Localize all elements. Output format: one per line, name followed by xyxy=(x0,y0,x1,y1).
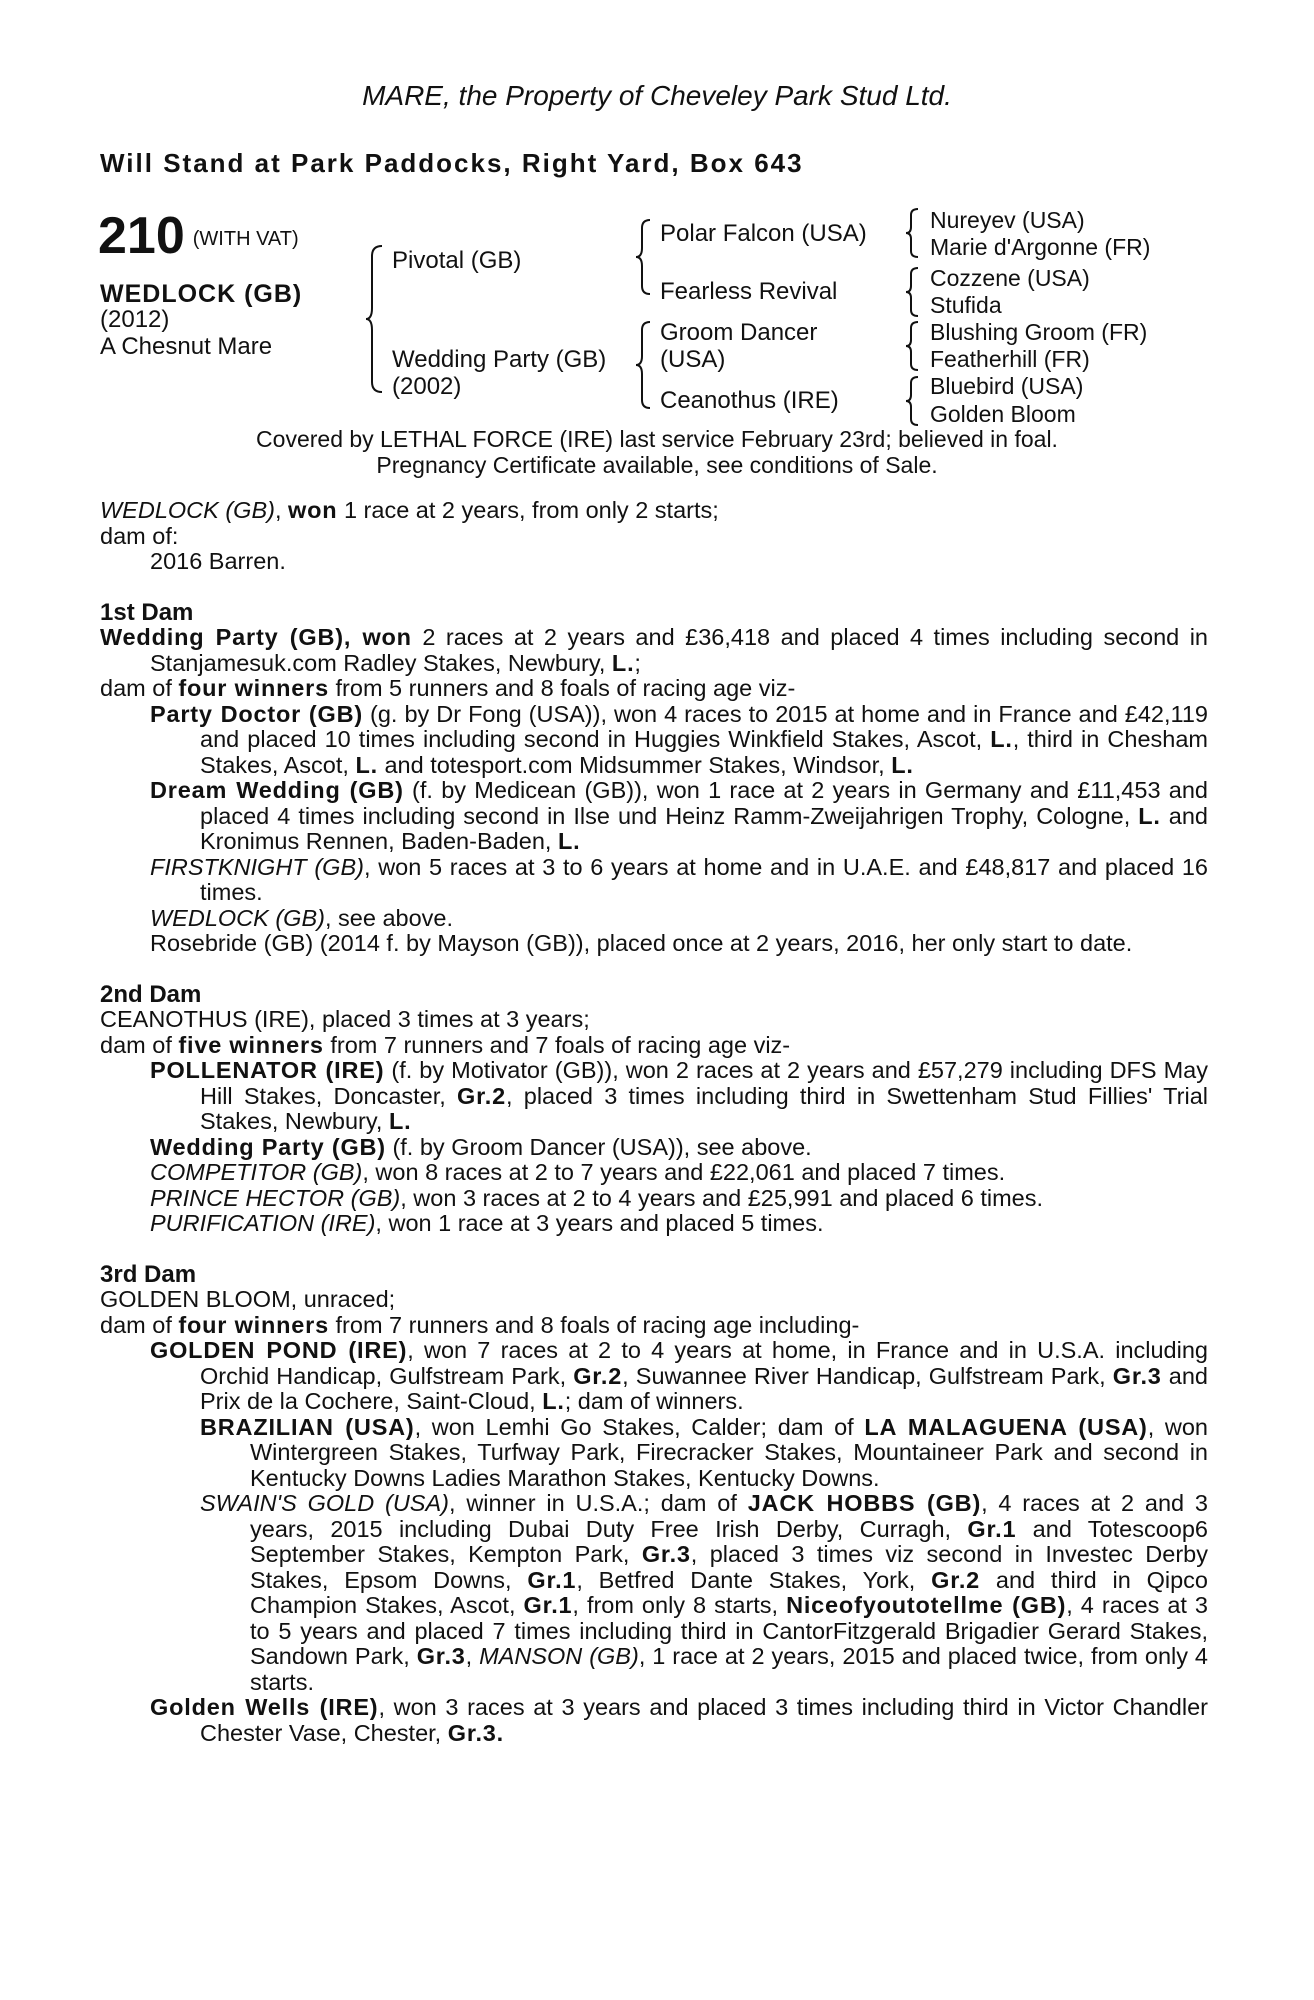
dam-line2: (2002) xyxy=(392,373,462,400)
entry-text: ; dam of winners. xyxy=(564,1388,744,1414)
intro-damof: dam of: xyxy=(100,522,179,549)
sire: Pivotal (GB) xyxy=(392,247,522,274)
dam1-entry-3 xyxy=(100,855,1208,906)
entry-text: (f. by Groom Dancer (USA)), see above. xyxy=(385,1133,812,1160)
sire-dam-brace xyxy=(366,244,386,394)
lot-number xyxy=(98,208,299,267)
entry-text: and Totescoop6 September Stakes, Kempton Park, xyxy=(250,1515,1208,1567)
dam1-heading: 1st Dam xyxy=(100,598,194,626)
ds-brace xyxy=(906,320,922,372)
entry-name: WEDLOCK (GB) xyxy=(150,904,325,931)
entry-text: , Betfred Dante Stakes, York, xyxy=(576,1566,932,1593)
listed-tag: L. xyxy=(388,1108,412,1134)
intro-produce: 2016 Barren. xyxy=(150,548,286,574)
dam2-damof xyxy=(100,1033,1208,1059)
entry-text: (f. by Medicean (GB)), won 1 race at 2 years in Germany and £11,453 and placed 4 times including second in Ilse und Heinz Ramm-Zweijahrigen Trophy, Cologne, xyxy=(200,777,1208,829)
dam1-entry-2 xyxy=(100,778,1208,855)
group-tag: Gr.3 xyxy=(1112,1362,1162,1389)
dam-sire-line2: (USA) xyxy=(660,346,726,373)
covered-note xyxy=(0,426,1314,478)
listed-tag: L. xyxy=(990,726,1013,752)
intro-name: WEDLOCK (GB) xyxy=(100,497,275,523)
dam-parents-brace xyxy=(636,320,654,410)
group-tag: Gr.2 xyxy=(573,1362,623,1389)
damof-c: from 7 runners and 8 foals of racing age including- xyxy=(329,1311,860,1338)
group-tag: Gr.1 xyxy=(527,1566,577,1593)
stand-location: Will Stand at Park Paddocks, Right Yard, Box 643 xyxy=(100,148,804,178)
entry-text: (g. by Dr Fong (USA)), won 4 races to 2015 at home and in France and £42,119 and placed 10 times including second in Huggies Winkfield Stakes, Ascot, xyxy=(200,700,1208,752)
dam-sire-line1: Groom Dancer xyxy=(660,319,818,346)
entry-text: and third in Qipco Champion Stakes, Ascot, xyxy=(250,1566,1208,1618)
dam2-line1: CEANOTHUS (IRE), placed 3 times at 3 years; xyxy=(100,1006,590,1032)
dss: Blushing Groom (FR) xyxy=(930,319,1148,345)
group-tag: Gr.2 xyxy=(931,1566,981,1593)
catalogue-text xyxy=(100,498,1208,1746)
damof-b: four winners xyxy=(178,675,329,701)
group-tag: Gr.3. xyxy=(447,1719,505,1746)
entry-name: FIRSTKNIGHT (GB) xyxy=(150,853,364,880)
damof-a: dam of xyxy=(100,1031,179,1058)
sd-brace xyxy=(906,266,922,318)
entry-name: Golden Wells (IRE) xyxy=(150,1694,379,1720)
dsd: Featherhill (FR) xyxy=(930,346,1090,372)
sire-sire: Polar Falcon (USA) xyxy=(660,220,867,247)
entry-text: , third in Chesham Stakes, Ascot, xyxy=(200,726,1208,778)
ss-brace xyxy=(906,207,922,259)
dam3-heading: 3rd Dam xyxy=(100,1260,197,1288)
listed-tag: L. xyxy=(542,1388,565,1414)
entry-name: GOLDEN POND (IRE) xyxy=(150,1337,408,1363)
dds: Bluebird (USA) xyxy=(930,373,1084,399)
page-title: MARE, the Property of Cheveley Park Stud Ltd. xyxy=(362,80,952,111)
dam1-entry-1 xyxy=(100,702,1208,779)
entry-text: , placed 3 times viz second in Investec Derby Stakes, Epsom Downs, xyxy=(250,1541,1208,1593)
entry-name: SWAIN'S GOLD (USA) xyxy=(200,1490,449,1516)
entry-text: , won Lemhi Go Stakes, Calder; dam of xyxy=(414,1413,865,1440)
dam3-sub-entry-2 xyxy=(100,1491,1208,1695)
group-tag: Gr.3 xyxy=(416,1643,466,1669)
intro-won: won xyxy=(288,497,338,523)
entry-text: , see above. xyxy=(324,904,454,931)
entry-text: , 4 races at 3 to 5 years and placed 7 times including third in CantorFitzgerald Brigadier Gerard Stakes, Sandown Park, xyxy=(250,1592,1208,1669)
entry-text: , won 3 races at 3 years and placed 3 times including third in Victor Chandler Chester Vase, Chester, xyxy=(200,1694,1208,1746)
dam2-entry-5 xyxy=(100,1211,1208,1237)
entry-text: , 4 races at 2 and 3 years, 2015 including Dubai Duty Free Irish Derby, Curragh, xyxy=(250,1490,1208,1542)
group-tag: Gr.1 xyxy=(967,1515,1017,1542)
entry-name: Party Doctor (GB) xyxy=(150,700,364,727)
dam2-entry-4 xyxy=(100,1186,1208,1212)
dam-line1: Wedding Party (GB) xyxy=(392,346,607,373)
listed-tag: L. xyxy=(557,828,581,854)
listed-tag: L. xyxy=(1138,802,1161,829)
sds: Cozzene (USA) xyxy=(930,265,1090,291)
covered-line1: Covered by LETHAL FORCE (IRE) last service February 23rd; believed in foal. xyxy=(256,426,1058,452)
dam1-entry-4 xyxy=(100,906,1208,932)
entry-text: and Prix de la Cochere, Saint-Cloud, xyxy=(200,1362,1208,1414)
entry-text: , placed 3 times including third in Swettenham Stud Fillies' Trial Stakes, Newbury, xyxy=(200,1082,1208,1134)
ssd: Marie d'Argonne (FR) xyxy=(930,234,1151,260)
damof-a: dam of xyxy=(100,675,179,701)
entry-name: COMPETITOR (GB) xyxy=(150,1159,363,1185)
entry-name: PURIFICATION (IRE) xyxy=(150,1210,376,1236)
group-tag: Gr.3 xyxy=(641,1541,691,1567)
dam-dam: Ceanothus (IRE) xyxy=(660,387,839,414)
entry-text: , from only 8 starts, xyxy=(572,1592,787,1618)
dam3-damof xyxy=(100,1313,1208,1339)
listed-tag: L. xyxy=(611,649,635,676)
entry-name: Niceofyoutotellme (GB) xyxy=(786,1592,1067,1618)
horse-description: A Chesnut Mare xyxy=(100,333,273,360)
lot-number-value: 210 xyxy=(98,207,185,265)
damof-c: from 5 runners and 8 foals of racing age viz- xyxy=(329,675,796,701)
dam1-text-end: ; xyxy=(634,649,641,676)
dam1-name: Wedding Party (GB), won xyxy=(100,624,412,650)
horse-year: (2012) xyxy=(100,306,170,333)
entry-text: , xyxy=(465,1643,480,1669)
group-tag: Gr.1 xyxy=(523,1592,573,1618)
entry-text: , won Wintergreen Stakes, Turfway Park, Firecracker Stakes, Mountaineer Park and second in Kentucky Downs Ladies Marathon Stakes, Kentucky Downs. xyxy=(250,1413,1208,1491)
covered-line2: Pregnancy Certificate available, see conditions of Sale. xyxy=(376,452,938,478)
dam2-entry-1 xyxy=(100,1058,1208,1135)
dam2-heading: 2nd Dam xyxy=(100,980,202,1008)
dam3-entry-2 xyxy=(100,1695,1208,1746)
dam3-line1: GOLDEN BLOOM, unraced; xyxy=(100,1286,396,1312)
entry-name: POLLENATOR (IRE) xyxy=(150,1057,385,1083)
dam2-entry-2 xyxy=(100,1135,1208,1161)
entry-text: , won 7 races at 2 to 4 years at home, in France and in U.S.A. including Orchid Handicap, Gulfstream Park, xyxy=(200,1337,1208,1389)
entry-name: PRINCE HECTOR (GB) xyxy=(150,1184,401,1211)
damof-b: four winners xyxy=(178,1311,329,1338)
entry-text: , won 5 races at 3 to 6 years at home and in U.A.E. and £48,817 and placed 16 times. xyxy=(200,853,1208,905)
entry-text: and totesport.com Midsummer Stakes, Windsor, xyxy=(377,751,892,778)
damof-b: five winners xyxy=(178,1031,324,1058)
intro-rest: 1 race at 2 years, from only 2 starts; xyxy=(337,497,719,523)
intro-line: WEDLOCK (GB), won 1 race at 2 years, from only 2 starts; xyxy=(100,497,719,523)
sdd: Stufida xyxy=(930,292,1002,318)
ddd: Golden Bloom xyxy=(930,401,1076,427)
sire-parents-brace xyxy=(636,218,654,296)
entry-name: Wedding Party (GB) xyxy=(150,1133,386,1160)
damof-a: dam of xyxy=(100,1311,179,1338)
sire-dam: Fearless Revival xyxy=(660,278,838,305)
dam3-entry-1 xyxy=(100,1338,1208,1415)
entry-name: MANSON (GB) xyxy=(479,1643,639,1669)
group-tag: Gr.2 xyxy=(457,1082,506,1109)
entry-name: Dream Wedding (GB) xyxy=(150,777,404,803)
entry-text: (f. by Motivator (GB)), won 2 races at 2 years and £57,279 including DFS May Hill Stakes, Doncaster, xyxy=(200,1057,1208,1109)
entry-name: JACK HOBBS (GB) xyxy=(747,1490,982,1516)
listed-tag: L. xyxy=(355,751,378,778)
entry-text: , won 8 races at 2 to 7 years and £22,061 and placed 7 times. xyxy=(362,1159,1006,1185)
entry-text: , winner in U.S.A.; dam of xyxy=(448,1490,748,1516)
entry-text: , Suwannee River Handicap, Gulfstream Park, xyxy=(622,1362,1113,1389)
dd-brace xyxy=(906,375,922,427)
entry-name: LA MALAGUENA (USA) xyxy=(864,1413,1148,1440)
dam1-summary xyxy=(100,625,1208,676)
dam1-entry-5: Rosebride (GB) (2014 f. by Mayson (GB)), placed once at 2 years, 2016, her only start to date. xyxy=(150,930,1133,956)
entry-text: and Kronimus Rennen, Baden-Baden, xyxy=(200,802,1208,854)
entry-name: BRAZILIAN (USA) xyxy=(200,1413,415,1440)
damof-c: from 7 runners and 7 foals of racing age viz- xyxy=(323,1031,791,1058)
entry-text: , won 1 race at 3 years and placed 5 times. xyxy=(375,1210,824,1236)
listed-tag: L. xyxy=(891,751,914,778)
horse-name: WEDLOCK (GB) xyxy=(100,280,303,308)
vat-note: (WITH VAT) xyxy=(192,228,299,250)
dam3-sub-entry-1 xyxy=(100,1415,1208,1492)
entry-text: , won 3 races at 2 to 4 years and £25,991 and placed 6 times. xyxy=(400,1184,1043,1211)
dam1-damof xyxy=(100,676,1208,702)
dam1-text: 2 races at 2 years and £36,418 and placed 4 times including second in Stanjamesuk.com Radley Stakes, Newbury, xyxy=(150,624,1208,676)
entry-text: , 1 race at 2 years, 2015 and placed twice, from only 4 starts. xyxy=(250,1643,1208,1695)
sss: Nureyev (USA) xyxy=(930,207,1085,233)
dam2-entry-3 xyxy=(100,1160,1208,1186)
